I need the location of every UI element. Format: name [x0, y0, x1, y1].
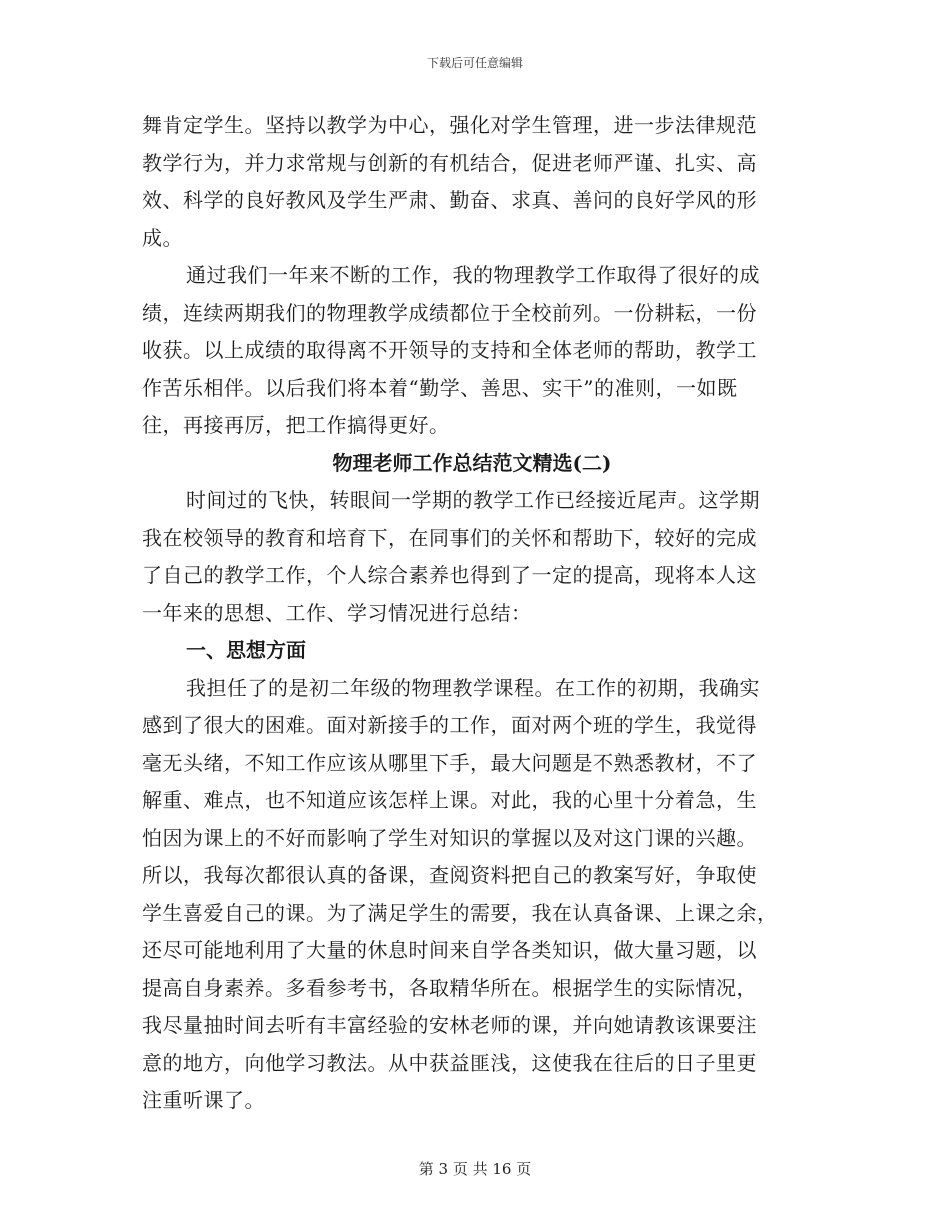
- text-line: 意的地方，向他学习教法。从中获益匪浅，这使我在往后的日子里更: [142, 1050, 757, 1075]
- text-line: 毫无头绪，不知工作应该从哪里下手，最大问题是不熟悉教材，不了: [142, 750, 757, 775]
- text-line: 一年来的思想、工作、学习情况进行总结：: [142, 600, 532, 625]
- text-line: 成。: [142, 225, 183, 250]
- text-line: 注重听课了。: [142, 1088, 265, 1112]
- text-line: 提高自身素养。多看参考书，各取精华所在。根据学生的实际情况，: [142, 975, 757, 1000]
- text-line: 感到了很大的困难。面对新接手的工作，面对两个班的学生，我觉得: [142, 713, 757, 737]
- text-line: 教学行为，并力求常规与创新的有机结合，促进老师严谨、扎实、高: [142, 150, 757, 175]
- text-line: 怕因为课上的不好而影响了学生对知识的掌握以及对这门课的兴趣。: [142, 825, 757, 850]
- text-line: 所以，我每次都很认真的备课，查阅资料把自己的教案写好，争取使: [142, 863, 757, 887]
- text-line: 还尽可能地利用了大量的休息时间来自学各类知识，做大量习题，以: [142, 938, 757, 962]
- subheading: 一、思想方面: [186, 638, 306, 662]
- page-number: 第 3 页 共 16 页: [418, 1160, 532, 1178]
- text-line: 学生喜爱自己的课。为了满足学生的需要，我在认真备课、上课之余，: [142, 900, 778, 925]
- paragraph-4: [142, 670, 802, 1120]
- document-body: [142, 107, 802, 1120]
- text-line: 往，再接再厉，把工作搞得更好。: [142, 413, 450, 437]
- paragraph-2: [142, 257, 802, 445]
- text-line: 作苦乐相伴。以后我们将本着“勤学、善思、实干”的准则，一如既: [142, 375, 738, 400]
- section-title: 物理老师工作总结范文精选(二): [332, 450, 612, 475]
- text-line: 我在校领导的教育和培育下，在同事们的关怀和帮助下，较好的完成: [142, 525, 757, 550]
- text-line: 效、科学的良好教风及学生严肃、勤奋、求真、善问的良好学风的形: [142, 188, 757, 212]
- paragraph-1: [142, 107, 802, 257]
- text-line: 时间过的飞快，转眼间一学期的教学工作已经接近尾声。这学期: [186, 488, 760, 512]
- text-line: 绩，连续两期我们的物理教学成绩都位于全校前列。一份耕耘，一份: [142, 300, 757, 325]
- text-line: 收获。以上成绩的取得离不开领导的支持和全体老师的帮助，教学工: [142, 338, 757, 362]
- text-line: 通过我们一年来不断的工作，我的物理教学工作取得了很好的成: [186, 263, 760, 287]
- paragraph-3: [142, 482, 802, 632]
- text-line: 我尽量抽时间去听有丰富经验的安林老师的课，并向她请教该课要注: [142, 1013, 757, 1037]
- text-line: 解重、难点，也不知道应该怎样上课。对此，我的心里十分着急，生: [142, 788, 757, 812]
- text-line: 我担任了的是初二年级的物理教学课程。在工作的初期，我确实: [186, 675, 760, 700]
- text-line: 了自己的教学工作，个人综合素养也得到了一定的提高，现将本人这: [142, 563, 757, 587]
- header-note: 下载后可任意编辑: [426, 56, 523, 70]
- text-line: 舞肯定学生。坚持以教学为中心，强化对学生管理，进一步法律规范: [142, 113, 757, 137]
